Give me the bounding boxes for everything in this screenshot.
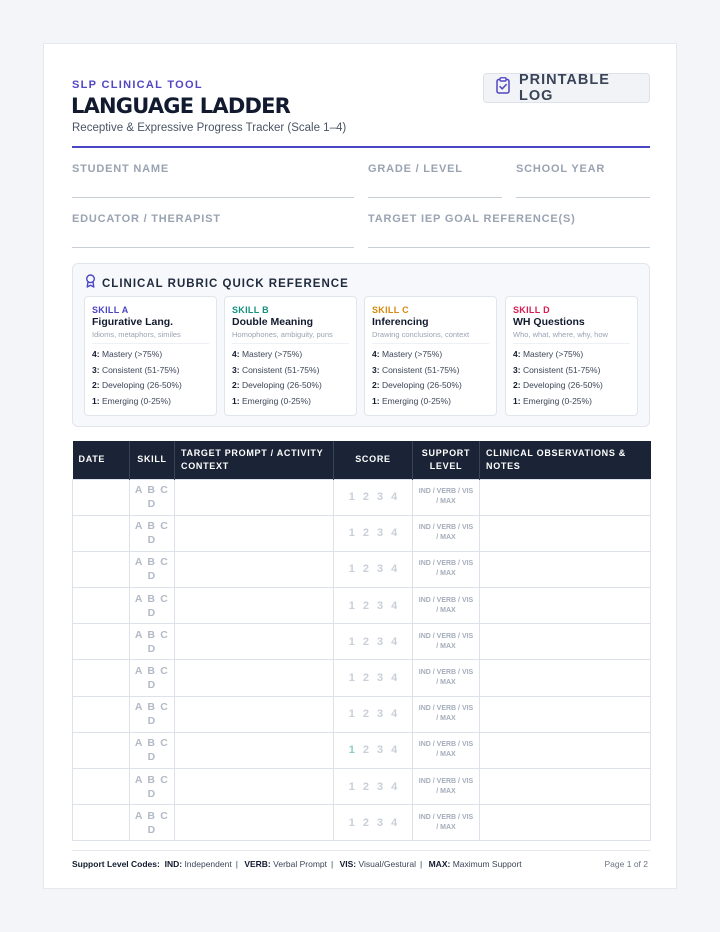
- support-options: IND / VERB / VIS: [418, 596, 474, 604]
- skill-options: D: [147, 679, 157, 692]
- table-row: [73, 696, 651, 732]
- column-header-target-prompt: TARGET PROMPT / ACTIVITY CONTEXT: [175, 441, 334, 479]
- skill-selector[interactable]: [130, 515, 175, 551]
- school-year-input[interactable]: [516, 197, 650, 198]
- score-selector[interactable]: [334, 588, 413, 624]
- table-row: [73, 624, 651, 660]
- skill-options: A B C: [134, 484, 170, 497]
- skill-options: D: [147, 642, 157, 655]
- tool-label: SLP CLINICAL TOOL: [72, 79, 203, 91]
- score-option[interactable]: 2: [362, 599, 377, 612]
- skill-selector[interactable]: [130, 479, 175, 515]
- legend-code: VIS:: [339, 859, 357, 869]
- level-row: [232, 347, 349, 363]
- legend-prefix: Support Level Codes:: [72, 859, 160, 869]
- skill-options: D: [147, 606, 157, 619]
- support-options: / MAX: [436, 751, 456, 759]
- level-text: Mastery (>75%): [101, 349, 163, 359]
- level-number: 2:: [92, 380, 100, 390]
- skill-options: D: [147, 570, 157, 583]
- score-selector[interactable]: [334, 479, 413, 515]
- skill-options: D: [147, 534, 157, 547]
- observations-cell[interactable]: [480, 551, 651, 587]
- date-cell[interactable]: [73, 805, 130, 841]
- observations-cell[interactable]: [480, 588, 651, 624]
- skill-selector[interactable]: [130, 805, 175, 841]
- score-option[interactable]: 2: [362, 527, 377, 540]
- level-row: [513, 394, 630, 410]
- page-number: Page 1 of 2: [604, 859, 648, 869]
- target-prompt-cell[interactable]: [175, 479, 334, 515]
- level-row: [92, 394, 209, 410]
- legend-separator: |: [235, 859, 238, 869]
- table-row: [73, 805, 651, 841]
- level-number: 1:: [92, 395, 100, 406]
- table-row: [73, 515, 651, 551]
- level-text: Emerging (0-25%): [241, 395, 311, 406]
- score-option[interactable]: 1: [348, 816, 363, 829]
- support-options: IND / VERB / VIS: [418, 741, 474, 749]
- level-number: 1:: [513, 395, 521, 406]
- score-option[interactable]: 3: [377, 563, 392, 576]
- level-number: 4:: [92, 349, 100, 359]
- support-options: / MAX: [436, 787, 456, 795]
- skill-selector[interactable]: [130, 588, 175, 624]
- support-level-selector[interactable]: [413, 696, 480, 732]
- page-title: LANGUAGE LADDER: [71, 94, 291, 118]
- skill-divider: [513, 343, 630, 344]
- level-row: [513, 378, 630, 394]
- support-options: IND / VERB / VIS: [418, 669, 474, 677]
- log-page: [43, 43, 677, 889]
- score-option[interactable]: 2: [362, 672, 377, 685]
- skill-name: Figurative Lang.: [92, 316, 174, 328]
- level-number: 4:: [232, 349, 240, 359]
- page-subtitle: Receptive & Expressive Progress Tracker (Scale 1–4): [72, 122, 347, 134]
- target-goal-label: TARGET IEP GOAL REFERENCE(S): [368, 213, 576, 225]
- level-text: Consistent (51-75%): [241, 364, 320, 375]
- observations-cell[interactable]: [480, 515, 651, 551]
- support-options: / MAX: [436, 570, 456, 578]
- support-level-selector[interactable]: [413, 805, 480, 841]
- skill-name: Double Meaning: [232, 316, 314, 328]
- skill-selector[interactable]: [130, 696, 175, 732]
- level-text: Developing (26-50%): [381, 380, 462, 390]
- date-cell[interactable]: [73, 696, 130, 732]
- score-option[interactable]: 4: [391, 744, 406, 757]
- date-cell[interactable]: [73, 588, 130, 624]
- score-option[interactable]: 1: [348, 527, 363, 540]
- skill-options: A B C: [134, 665, 170, 678]
- support-level-selector[interactable]: [413, 624, 480, 660]
- skill-options: A B C: [134, 592, 170, 605]
- skill-options: A B C: [134, 556, 170, 569]
- level-row: [232, 378, 349, 394]
- score-option[interactable]: 4: [391, 599, 406, 612]
- level-number: 2:: [372, 380, 380, 390]
- target-prompt-cell[interactable]: [175, 769, 334, 805]
- skill-name: WH Questions: [513, 316, 585, 328]
- score-selector[interactable]: [334, 805, 413, 841]
- level-number: 1:: [372, 395, 380, 406]
- school-year-field: [516, 163, 650, 175]
- skill-options: D: [147, 823, 157, 836]
- skill-selector[interactable]: [130, 660, 175, 696]
- skill-card-c: [364, 296, 497, 416]
- level-row: [92, 378, 209, 394]
- level-row: [372, 347, 489, 363]
- skill-options: D: [147, 715, 157, 728]
- legend-label: Verbal Prompt: [273, 859, 328, 869]
- observations-cell[interactable]: [480, 479, 651, 515]
- skill-selector[interactable]: [130, 732, 175, 768]
- support-options: IND / VERB / VIS: [418, 813, 474, 821]
- skill-options: A B C: [134, 737, 170, 750]
- skill-options: D: [147, 751, 157, 764]
- level-text: Developing (26-50%): [522, 380, 603, 390]
- score-option[interactable]: 1: [348, 563, 363, 576]
- score-option[interactable]: 4: [391, 563, 406, 576]
- level-text: Emerging (0-25%): [522, 395, 592, 406]
- level-row: [372, 363, 489, 379]
- skill-code: SKILL C: [372, 305, 409, 315]
- observations-cell[interactable]: [480, 696, 651, 732]
- level-row: [372, 394, 489, 410]
- score-option[interactable]: 3: [377, 635, 392, 648]
- score-option[interactable]: 4: [391, 816, 406, 829]
- score-option[interactable]: 2: [362, 563, 377, 576]
- score-selector[interactable]: [334, 732, 413, 768]
- support-level-legend: [72, 859, 522, 869]
- score-option[interactable]: 1: [348, 672, 363, 685]
- score-option[interactable]: 3: [377, 708, 392, 721]
- score-selector[interactable]: [334, 624, 413, 660]
- table-row: [73, 660, 651, 696]
- level-number: 2:: [513, 380, 521, 390]
- score-option[interactable]: 4: [391, 527, 406, 540]
- score-option[interactable]: 3: [377, 816, 392, 829]
- legend-label: Visual/Gestural: [358, 859, 416, 869]
- support-options: / MAX: [436, 715, 456, 723]
- legend-separator: |: [420, 859, 423, 869]
- level-number: 2:: [232, 380, 240, 390]
- date-cell[interactable]: [73, 624, 130, 660]
- student-name-field: [72, 163, 354, 175]
- score-option[interactable]: 4: [391, 672, 406, 685]
- score-option[interactable]: 3: [377, 780, 392, 793]
- legend-label: Independent: [184, 859, 232, 869]
- date-cell[interactable]: [73, 660, 130, 696]
- skill-options: A B C: [134, 809, 170, 822]
- progress-log-table: [72, 441, 651, 841]
- support-options: / MAX: [436, 606, 456, 614]
- clipboard-check-icon: [496, 77, 510, 99]
- support-level-selector[interactable]: [413, 732, 480, 768]
- score-selector[interactable]: [334, 769, 413, 805]
- target-prompt-cell[interactable]: [175, 805, 334, 841]
- score-option[interactable]: 2: [362, 635, 377, 648]
- skill-code: SKILL A: [92, 305, 129, 315]
- level-text: Consistent (51-75%): [381, 364, 460, 375]
- date-cell[interactable]: [73, 479, 130, 515]
- footer-divider: [72, 850, 650, 851]
- score-selector[interactable]: [334, 551, 413, 587]
- skill-divider: [372, 343, 489, 344]
- level-text: Consistent (51-75%): [101, 364, 180, 375]
- printable-log-label: PRINTABLE LOG: [519, 72, 610, 104]
- score-option[interactable]: 3: [377, 599, 392, 612]
- level-row: [92, 363, 209, 379]
- level-number: 4:: [372, 349, 380, 359]
- legend-separator: |: [331, 859, 334, 869]
- legend-code: VERB:: [244, 859, 271, 869]
- target-prompt-cell[interactable]: [175, 732, 334, 768]
- score-option[interactable]: 1: [348, 744, 363, 757]
- skill-divider: [232, 343, 349, 344]
- support-options: / MAX: [436, 534, 456, 542]
- award-ribbon-icon: [85, 274, 96, 293]
- observations-cell[interactable]: [480, 624, 651, 660]
- support-level-selector[interactable]: [413, 588, 480, 624]
- level-number: 4:: [513, 349, 521, 359]
- level-text: Emerging (0-25%): [381, 395, 451, 406]
- score-option[interactable]: 1: [348, 635, 363, 648]
- target-prompt-cell[interactable]: [175, 551, 334, 587]
- grade-level-field: [368, 163, 502, 175]
- score-option[interactable]: 1: [348, 780, 363, 793]
- score-option[interactable]: 1: [348, 599, 363, 612]
- column-header-observations: CLINICAL OBSERVATIONS & NOTES: [480, 441, 651, 479]
- school-year-label: SCHOOL YEAR: [516, 163, 606, 175]
- skill-code: SKILL D: [513, 305, 550, 315]
- level-number: 3:: [372, 364, 380, 375]
- skill-options: D: [147, 498, 157, 511]
- support-level-selector[interactable]: [413, 660, 480, 696]
- legend-code: IND:: [164, 859, 183, 869]
- printable-log-button[interactable]: [483, 73, 650, 103]
- skill-selector[interactable]: [130, 769, 175, 805]
- level-text: Developing (26-50%): [101, 380, 182, 390]
- column-header-date: DATE: [73, 441, 130, 479]
- skill-description: Drawing conclusions, context: [372, 330, 470, 339]
- column-header-support-level: SUPPORT LEVEL: [413, 441, 480, 479]
- score-option[interactable]: 1: [348, 708, 363, 721]
- target-prompt-cell[interactable]: [175, 515, 334, 551]
- level-text: Consistent (51-75%): [522, 364, 601, 375]
- skill-description: Homophones, ambiguity, puns: [232, 330, 333, 339]
- score-option[interactable]: 4: [391, 635, 406, 648]
- skill-description: Who, what, where, why, how: [513, 330, 608, 339]
- score-option[interactable]: 2: [362, 780, 377, 793]
- support-options: / MAX: [436, 679, 456, 687]
- level-number: 1:: [232, 395, 240, 406]
- skill-options: A B C: [134, 520, 170, 533]
- level-row: [513, 363, 630, 379]
- score-selector[interactable]: [334, 696, 413, 732]
- observations-cell[interactable]: [480, 805, 651, 841]
- support-level-selector[interactable]: [413, 769, 480, 805]
- skill-card-b: [224, 296, 357, 416]
- table-row: [73, 769, 651, 805]
- score-option[interactable]: 1: [348, 491, 363, 504]
- score-option[interactable]: 3: [377, 491, 392, 504]
- score-option[interactable]: 4: [391, 491, 406, 504]
- table-row: [73, 732, 651, 768]
- student-name-label: STUDENT NAME: [72, 163, 169, 175]
- skill-options: D: [147, 787, 157, 800]
- skill-options: A B C: [134, 773, 170, 786]
- skill-description: Idioms, metaphors, similes: [92, 330, 181, 339]
- score-selector[interactable]: [334, 660, 413, 696]
- rubric-panel: [72, 263, 650, 427]
- score-option[interactable]: 4: [391, 780, 406, 793]
- target-prompt-cell[interactable]: [175, 624, 334, 660]
- target-goal-field: [368, 213, 650, 225]
- support-options: / MAX: [436, 642, 456, 650]
- skill-code: SKILL B: [232, 305, 269, 315]
- grade-level-label: GRADE / LEVEL: [368, 163, 463, 175]
- target-prompt-cell[interactable]: [175, 660, 334, 696]
- educator-input[interactable]: [72, 247, 354, 248]
- level-row: [232, 363, 349, 379]
- level-text: Mastery (>75%): [381, 349, 443, 359]
- date-cell[interactable]: [73, 769, 130, 805]
- support-level-selector[interactable]: [413, 479, 480, 515]
- educator-field: [72, 213, 354, 225]
- table-header-row: [73, 441, 651, 479]
- target-prompt-cell[interactable]: [175, 588, 334, 624]
- level-text: Developing (26-50%): [241, 380, 322, 390]
- date-cell[interactable]: [73, 515, 130, 551]
- table-row: [73, 588, 651, 624]
- support-options: IND / VERB / VIS: [418, 488, 474, 496]
- observations-cell[interactable]: [480, 769, 651, 805]
- level-number: 3:: [232, 364, 240, 375]
- table-row: [73, 479, 651, 515]
- level-row: [513, 347, 630, 363]
- support-level-selector[interactable]: [413, 515, 480, 551]
- support-options: IND / VERB / VIS: [418, 524, 474, 532]
- date-cell[interactable]: [73, 732, 130, 768]
- educator-label: EDUCATOR / THERAPIST: [72, 213, 221, 225]
- score-option[interactable]: 3: [377, 672, 392, 685]
- support-level-selector[interactable]: [413, 551, 480, 587]
- score-option[interactable]: 2: [362, 816, 377, 829]
- level-number: 3:: [513, 364, 521, 375]
- level-number: 3:: [92, 364, 100, 375]
- score-option[interactable]: 2: [362, 708, 377, 721]
- support-options: IND / VERB / VIS: [418, 777, 474, 785]
- support-options: IND / VERB / VIS: [418, 632, 474, 640]
- support-options: IND / VERB / VIS: [418, 560, 474, 568]
- score-option[interactable]: 2: [362, 744, 377, 757]
- legend-code: MAX:: [428, 859, 451, 869]
- target-prompt-cell[interactable]: [175, 696, 334, 732]
- support-options: IND / VERB / VIS: [418, 705, 474, 713]
- support-options: / MAX: [436, 498, 456, 506]
- observations-cell[interactable]: [480, 732, 651, 768]
- date-cell[interactable]: [73, 551, 130, 587]
- skill-card-d: [505, 296, 638, 416]
- target-goal-input[interactable]: [368, 247, 650, 248]
- table-row: [73, 551, 651, 587]
- skill-selector[interactable]: [130, 624, 175, 660]
- observations-cell[interactable]: [480, 660, 651, 696]
- skill-options: A B C: [134, 628, 170, 641]
- column-header-skill: SKILL: [130, 441, 175, 479]
- score-option[interactable]: 3: [377, 527, 392, 540]
- grade-level-input[interactable]: [368, 197, 502, 198]
- column-header-score: SCORE: [334, 441, 413, 479]
- skill-options: A B C: [134, 701, 170, 714]
- legend-label: Maximum Support: [452, 859, 522, 869]
- rubric-header: [85, 274, 349, 293]
- level-text: Mastery (>75%): [522, 349, 584, 359]
- level-row: [92, 347, 209, 363]
- score-selector[interactable]: [334, 515, 413, 551]
- skill-card-a: [84, 296, 217, 416]
- support-options: / MAX: [436, 823, 456, 831]
- level-row: [232, 394, 349, 410]
- level-text: Emerging (0-25%): [101, 395, 171, 406]
- score-option[interactable]: 4: [391, 708, 406, 721]
- score-option[interactable]: 3: [377, 744, 392, 757]
- skill-divider: [92, 343, 209, 344]
- level-text: Mastery (>75%): [241, 349, 303, 359]
- header-divider: [72, 146, 650, 148]
- skill-name: Inferencing: [372, 316, 429, 328]
- student-name-input[interactable]: [72, 197, 354, 198]
- rubric-title: CLINICAL RUBRIC QUICK REFERENCE: [102, 277, 349, 290]
- level-row: [372, 378, 489, 394]
- score-option[interactable]: 2: [362, 491, 377, 504]
- skill-selector[interactable]: [130, 551, 175, 587]
